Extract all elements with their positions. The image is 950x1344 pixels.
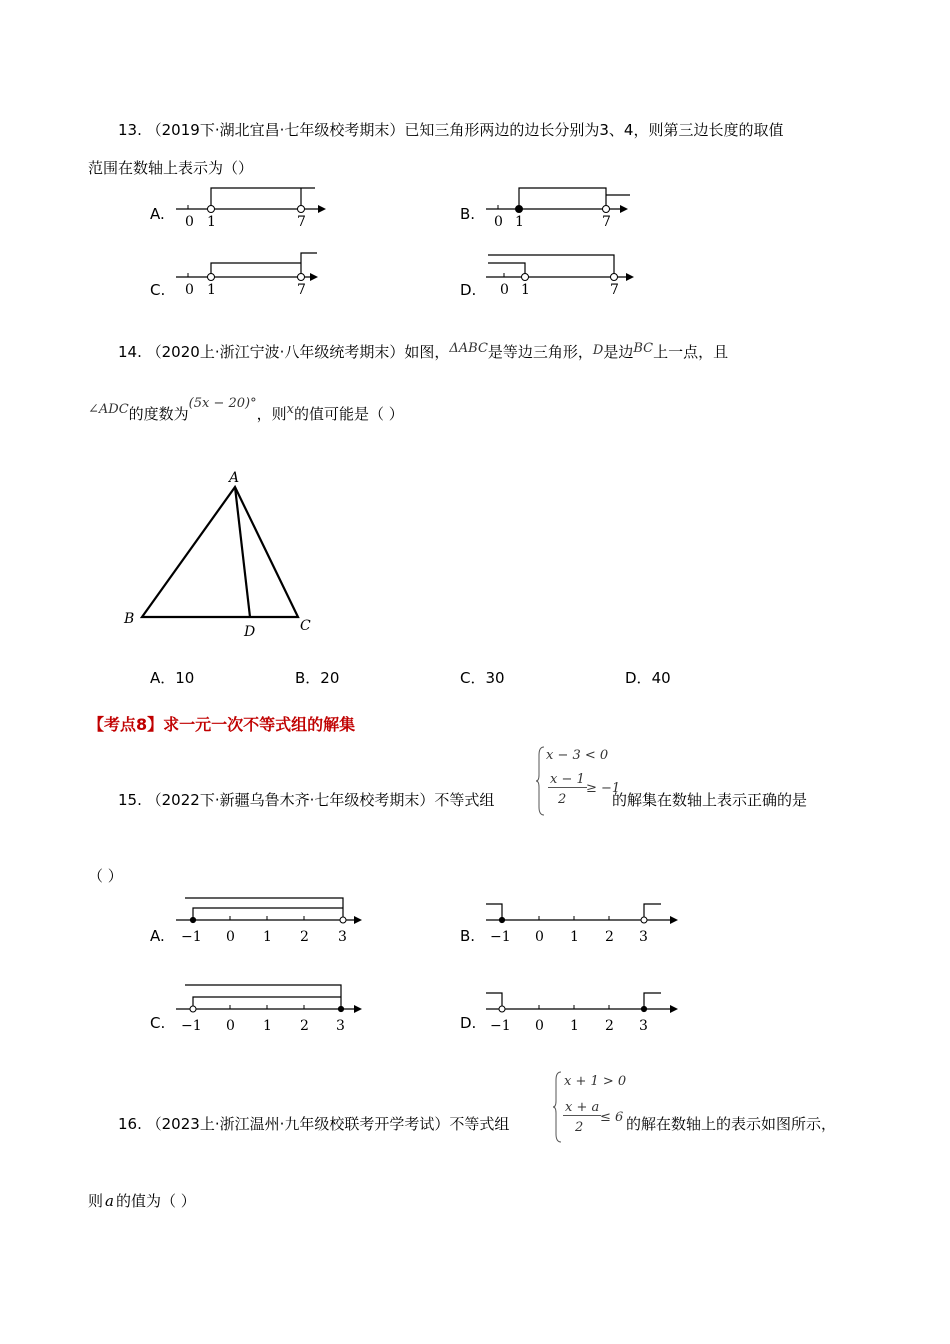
- q14-option-a-value: 10: [175, 669, 195, 687]
- q14-angle: ∠ADC: [88, 402, 129, 417]
- q14-option-d[interactable]: [625, 667, 671, 688]
- q13-option-a-number-line[interactable]: [170, 180, 330, 230]
- tick-7: 7: [297, 214, 306, 230]
- tick-0: 0: [226, 929, 235, 945]
- tick-neg1: −1: [181, 929, 202, 945]
- tick-1: 1: [263, 929, 272, 945]
- label-c: C: [300, 618, 311, 634]
- tick-neg1: −1: [181, 1018, 202, 1034]
- tick-0: 0: [494, 214, 503, 230]
- tick-0: 0: [185, 282, 194, 298]
- tick-0: 0: [226, 1018, 235, 1034]
- q14-option-a[interactable]: [150, 667, 194, 688]
- tick-3: 3: [338, 929, 347, 945]
- tick-1: 1: [263, 1018, 272, 1034]
- q15-option-c-label[interactable]: C.: [150, 1014, 166, 1032]
- q16-ineq2-den: 2: [575, 1120, 584, 1135]
- q14-number: 14.: [118, 343, 142, 361]
- q15-text-a: 不等式组: [434, 791, 495, 809]
- tick-2: 2: [605, 929, 614, 945]
- q14-option-c-value: 30: [485, 669, 505, 687]
- q15-text-b: 的解集在数轴上表示正确的是: [612, 791, 808, 809]
- tick-neg1: −1: [490, 1018, 511, 1034]
- q15-source: （2022下·新疆乌鲁木齐·七年级校考期末）: [146, 791, 435, 809]
- q14-text-b: 是等边三角形，: [487, 343, 593, 361]
- section-title: 【考点8】求一元一次不等式组的解集: [88, 715, 356, 734]
- tick-0: 0: [535, 929, 544, 945]
- q15-number: 15.: [118, 791, 142, 809]
- q15-ineq2-rel: ≥ −1: [586, 781, 621, 796]
- tick-1: 1: [521, 282, 530, 298]
- q14-text-e: 的度数为: [128, 405, 189, 423]
- tick-1: 1: [515, 214, 524, 230]
- tick-1: 1: [207, 214, 216, 230]
- q16-text-b: 的解在数轴上的表示如图所示，: [626, 1115, 837, 1133]
- q14-source: （2020上·浙江宁波·八年级统考期末）: [146, 343, 405, 361]
- label-b: B: [124, 611, 135, 627]
- q13-option-b-number-line[interactable]: [480, 180, 640, 230]
- tick-7: 7: [602, 214, 611, 230]
- q15-paren: （ ）: [88, 867, 123, 885]
- q15-ineq2-den: 2: [558, 792, 567, 807]
- q13-text-b: 范围在数轴上表示为（）: [88, 159, 254, 177]
- q14-option-a-label: A．: [150, 669, 176, 687]
- q16-stem-line1: [118, 1113, 509, 1134]
- q16-ineq1: x + 1 > 0: [564, 1074, 627, 1089]
- tick-3: 3: [639, 929, 648, 945]
- tick-2: 2: [605, 1018, 614, 1034]
- q14-text-g: 的值可能是（ ）: [293, 405, 404, 423]
- q14-text-d: 上一点，且: [653, 343, 729, 361]
- q14-option-c[interactable]: [460, 667, 505, 688]
- tick-3: 3: [639, 1018, 648, 1034]
- tick-7: 7: [297, 282, 306, 298]
- q15-option-c-number-line[interactable]: [170, 977, 370, 1037]
- q13-stem-line1: [118, 119, 783, 140]
- q14-option-b-label: B．: [295, 669, 321, 687]
- q13-source: （2019下·湖北宜昌·七年级校考期末）: [146, 121, 405, 139]
- q13-option-c-number-line[interactable]: [170, 245, 330, 305]
- q16-text-a: 不等式组: [449, 1115, 510, 1133]
- q15-inequality-system: [536, 745, 621, 817]
- q16-ineq2-rel: ≤ 6: [600, 1110, 624, 1125]
- q16-ineq2-num: x + a: [565, 1100, 600, 1115]
- q15-option-b-label[interactable]: B.: [460, 927, 476, 945]
- q13-option-d-number-line[interactable]: [480, 245, 650, 305]
- q15-option-b-number-line[interactable]: [480, 890, 690, 950]
- q13-option-a-label[interactable]: A.: [150, 205, 165, 223]
- tick-0: 0: [500, 282, 509, 298]
- q14-triangle-figure: [120, 465, 330, 645]
- q15-ineq2-num: x − 1: [550, 772, 585, 787]
- tick-3: 3: [336, 1018, 345, 1034]
- tick-7: 7: [610, 282, 619, 298]
- q14-triangle: ΔABC: [449, 341, 488, 356]
- q14-segment: BC: [633, 341, 654, 356]
- q16-source: （2023上·浙江温州·九年级校联考开学考试）: [146, 1115, 450, 1133]
- q14-option-b-value: 20: [320, 669, 340, 687]
- label-d: D: [244, 624, 256, 640]
- q13-option-b-label[interactable]: B.: [460, 205, 476, 223]
- tick-0: 0: [185, 214, 194, 230]
- q13-text-a: 已知三角形两边的边长分别为3、4，则第三边长度的取值: [404, 121, 784, 139]
- tick-1: 1: [570, 929, 579, 945]
- q14-option-d-label: D．: [625, 669, 652, 687]
- tick-2: 2: [300, 929, 309, 945]
- q14-text-f: ，则: [256, 405, 287, 423]
- tick-1: 1: [207, 282, 216, 298]
- q14-expr: (5x − 20)°: [188, 396, 257, 411]
- q16-stem-line2: [88, 1190, 196, 1211]
- q16-var-a: a: [105, 1192, 114, 1210]
- q15-option-a-number-line[interactable]: [170, 890, 370, 950]
- q14-text-a: 如图，: [404, 343, 450, 361]
- q16-number: 16.: [118, 1115, 142, 1133]
- q14-point-d: D: [592, 343, 604, 358]
- q15-option-d-number-line[interactable]: [480, 977, 690, 1037]
- q15-stem-line1: [118, 789, 494, 810]
- q13-option-c-label[interactable]: C.: [150, 281, 166, 299]
- q13-number: 13.: [118, 121, 142, 139]
- q16-text-d: 的值为（ ）: [115, 1192, 196, 1210]
- q15-option-d-label[interactable]: D.: [460, 1014, 477, 1032]
- q14-stem-line2: [88, 396, 404, 424]
- q14-option-b[interactable]: [295, 667, 339, 688]
- q13-option-d-label[interactable]: D.: [460, 281, 477, 299]
- q14-text-c: 是边: [603, 343, 634, 361]
- q15-ineq1: x − 3 < 0: [546, 748, 609, 763]
- q14-stem-line1: [118, 341, 728, 362]
- tick-0: 0: [535, 1018, 544, 1034]
- q15-option-a-label[interactable]: A.: [150, 927, 165, 945]
- q14-var-x: x: [286, 402, 294, 417]
- q14-option-d-value: 40: [651, 669, 671, 687]
- tick-neg1: −1: [490, 929, 511, 945]
- tick-1: 1: [570, 1018, 579, 1034]
- q16-inequality-system: [553, 1070, 628, 1144]
- label-a: A: [229, 470, 240, 486]
- q16-text-c: 则: [88, 1192, 104, 1210]
- q14-option-c-label: C．: [460, 669, 486, 687]
- tick-2: 2: [300, 1018, 309, 1034]
